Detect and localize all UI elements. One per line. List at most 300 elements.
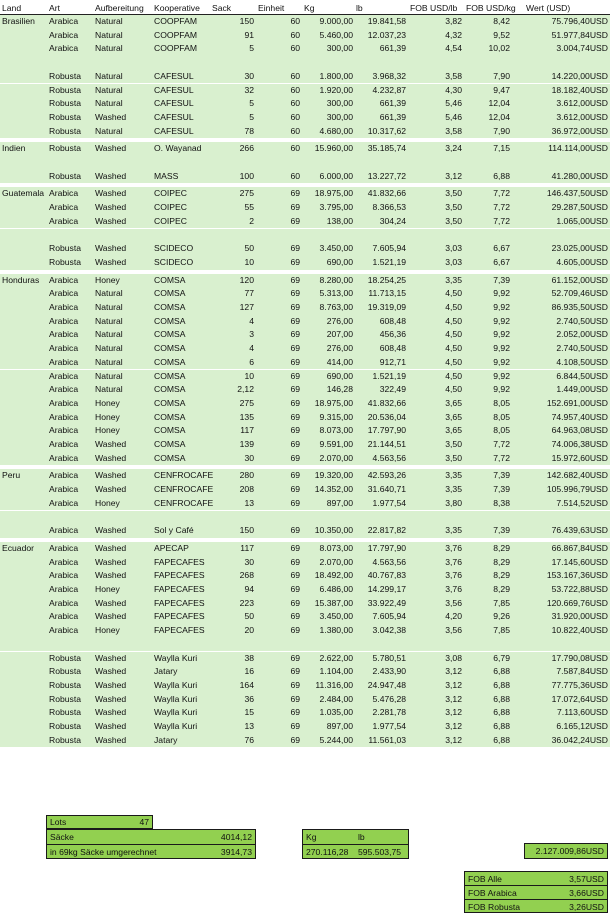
- cell-lb: 11.713,15: [368, 288, 406, 299]
- cell-land: [2, 229, 46, 243]
- cell-wert-usd: 142.682,40USD: [546, 470, 608, 481]
- cell-land: [2, 569, 46, 583]
- header-fob-usd-kg: FOB USD/kg: [466, 3, 516, 13]
- cell-kg: 300,00: [326, 43, 353, 54]
- cell-lb: 2.433,90: [372, 666, 406, 677]
- cell-land: [2, 497, 46, 511]
- cell-einheit: 69: [290, 584, 300, 594]
- cell-land: [2, 397, 46, 411]
- cell-lb: 14.299,17: [367, 584, 406, 594]
- cell-kooperative: Jatary: [154, 734, 178, 745]
- cell-kooperative: COIPEC: [154, 202, 187, 213]
- table-row: [0, 542, 610, 556]
- cell-einheit: 69: [290, 556, 300, 567]
- cell-sack: 100: [239, 170, 254, 181]
- cell-wert-usd: 52.709,46USD: [551, 288, 608, 299]
- cell-kooperative: COOPFAM: [154, 16, 197, 26]
- cell-fob-usd-lb: 3,12: [445, 693, 462, 704]
- cell-aufbereitung: Washed: [95, 707, 127, 718]
- cell-fob-usd-lb: 3,50: [445, 215, 462, 226]
- cell-einheit: 60: [290, 111, 300, 122]
- cell-kg: 10.350,00: [314, 525, 353, 536]
- cell-sack: 117: [240, 542, 254, 553]
- cell-aufbereitung: Washed: [95, 143, 127, 154]
- cell-fob-usd-lb: 3,35: [445, 470, 462, 481]
- cell-fob-usd-lb: [410, 229, 462, 243]
- cell-sack: 30: [244, 556, 254, 567]
- lb-total: 595.503,75: [358, 847, 402, 857]
- cell-art: Arabica: [49, 370, 79, 381]
- cell-kooperative: CENFROCAFE: [154, 470, 214, 481]
- cell-aufbereitung: Washed: [95, 439, 127, 449]
- cell-lb: 35.185,74: [367, 143, 406, 154]
- cell-kooperative: [154, 511, 210, 525]
- cell-kg: 1.800,00: [319, 70, 353, 81]
- cell-fob-usd-kg: 9,92: [493, 384, 510, 395]
- cell-fob-usd-kg: 6,88: [493, 666, 510, 677]
- cell-land: Peru: [2, 470, 21, 481]
- cell-wert-usd: 120.669,76USD: [546, 597, 608, 608]
- cell-kooperative: CAFESUL: [154, 125, 194, 136]
- cell-kooperative: Waylla Kuri: [154, 721, 198, 731]
- cell-fob-usd-kg: 8,05: [493, 425, 510, 436]
- cell-lb: 22.817,82: [367, 525, 406, 536]
- cell-kg: 3.450,00: [319, 243, 353, 254]
- cell-fob-usd-kg: 7,90: [493, 70, 510, 81]
- cell-einheit: 69: [290, 370, 300, 381]
- cell-land: [2, 411, 46, 425]
- cell-wert-usd: [526, 511, 608, 525]
- cell-lb: 4.563,56: [372, 556, 406, 567]
- cell-lb: 42.593,26: [367, 470, 406, 481]
- cell-lb: 661,39: [379, 43, 406, 54]
- cell-kooperative: CAFESUL: [154, 98, 194, 109]
- cell-sack: 13: [244, 721, 254, 731]
- cell-art: [49, 156, 93, 170]
- cell-wert-usd: 86.935,50USD: [551, 302, 608, 312]
- cell-lb: 912,71: [379, 356, 406, 367]
- cell-fob-usd-kg: 7,39: [493, 525, 510, 536]
- cell-einheit: 69: [290, 597, 300, 608]
- cell-kg: 690,00: [326, 256, 353, 267]
- cell-kg: 15.960,00: [314, 143, 353, 154]
- cell-kooperative: Waylla Kuri: [154, 693, 198, 704]
- cell-lb: 1.521,19: [372, 370, 406, 381]
- cell-aufbereitung: Natural: [95, 356, 123, 367]
- fob-box: [464, 871, 608, 913]
- table-row: [0, 652, 610, 666]
- cell-kooperative: COIPEC: [154, 215, 187, 226]
- cell-land: [2, 610, 46, 624]
- cell-kg: 5.313,00: [319, 288, 353, 299]
- cell-aufbereitung: Honey: [95, 584, 120, 594]
- cell-fob-usd-kg: 8,29: [493, 542, 510, 553]
- cell-kooperative: COMSA: [154, 274, 186, 285]
- cell-kg: 6.000,00: [319, 170, 353, 181]
- cell-lb: 13.227,72: [367, 170, 406, 181]
- table-row: [0, 142, 610, 156]
- cell-land: [2, 356, 46, 370]
- cell-fob-usd-kg: [466, 511, 510, 525]
- cell-fob-usd-kg: 7,39: [493, 274, 510, 285]
- cell-fob-usd-lb: 3,56: [445, 625, 462, 636]
- cell-einheit: 69: [290, 256, 300, 267]
- cell-lb: 7.605,94: [372, 243, 406, 254]
- header-sack: Sack: [212, 3, 232, 13]
- cell-land: Guatemala: [2, 188, 45, 199]
- cell-sack: 78: [244, 125, 254, 136]
- cell-fob-usd-lb: [410, 56, 462, 70]
- cell-lb: 40.767,83: [367, 570, 406, 581]
- cell-fob-usd-lb: 4,50: [445, 302, 462, 312]
- cell-einheit: 69: [290, 384, 300, 395]
- cell-art: Robusta: [49, 243, 82, 254]
- cell-einheit: 69: [290, 570, 300, 581]
- cell-kg: 18.492,00: [314, 570, 353, 581]
- cell-sack: 117: [240, 425, 254, 436]
- fob-arabica-label: FOB Arabica: [468, 888, 517, 898]
- cell-land: [2, 383, 46, 397]
- cell-einheit: 60: [290, 16, 300, 26]
- lots-label: Lots: [50, 817, 67, 827]
- cell-land: [2, 706, 46, 720]
- cell-wert-usd: 64.963,08USD: [551, 425, 608, 436]
- cell-land: [2, 170, 46, 184]
- cell-kg: 1.920,00: [319, 84, 353, 95]
- cell-lb: 1.977,54: [372, 721, 406, 731]
- cell-sack: 20: [244, 625, 254, 636]
- cell-kooperative: COMSA: [154, 411, 186, 422]
- cell-aufbereitung: Natural: [95, 288, 123, 299]
- cell-aufbereitung: Natural: [95, 315, 123, 326]
- cell-einheit: 69: [290, 288, 300, 299]
- cell-sack: 3: [249, 329, 254, 340]
- cell-lb: 12.037,23: [367, 29, 406, 40]
- cell-kooperative: [154, 156, 210, 170]
- cell-sack: 120: [239, 274, 254, 285]
- table-row: [0, 483, 610, 497]
- cell-wert-usd: 2.740,50USD: [556, 343, 608, 354]
- cell-lb: [356, 638, 406, 652]
- cell-fob-usd-kg: 9,52: [493, 29, 510, 40]
- cell-lb: 11.561,03: [368, 734, 406, 745]
- cell-art: Robusta: [49, 693, 82, 704]
- cell-land: [2, 679, 46, 693]
- cell-fob-usd-lb: 3,80: [445, 497, 462, 508]
- cell-kooperative: CAFESUL: [154, 84, 194, 95]
- cell-einheit: 69: [290, 625, 300, 636]
- cell-wert-usd: 1.449,00USD: [556, 384, 608, 395]
- cell-fob-usd-kg: 9,26: [493, 611, 510, 622]
- cell-art: Arabica: [49, 452, 79, 463]
- cell-einheit: 69: [290, 188, 300, 199]
- cell-einheit: 69: [290, 452, 300, 463]
- cell-kooperative: CAFESUL: [154, 70, 194, 81]
- cell-wert-usd: 15.972,60USD: [551, 452, 608, 463]
- cell-land: [2, 452, 46, 466]
- cell-kooperative: COOPFAM: [154, 29, 197, 40]
- cell-kooperative: FAPECAFES: [154, 597, 205, 608]
- cell-lb: 19.319,09: [367, 302, 406, 312]
- table-row: [0, 301, 610, 315]
- cell-lb: 10.317,62: [367, 125, 406, 136]
- cell-art: Arabica: [49, 43, 79, 54]
- cell-art: [49, 511, 93, 525]
- cell-einheit: 69: [290, 721, 300, 731]
- cell-land: [2, 524, 46, 538]
- fob-robusta-value: 3,26USD: [569, 902, 604, 912]
- cell-aufbereitung: Washed: [95, 202, 127, 213]
- table-row: [0, 111, 610, 125]
- lots-value: 47: [139, 817, 149, 827]
- cell-wert-usd: 146.437,50USD: [546, 188, 608, 199]
- cell-art: Arabica: [49, 29, 79, 40]
- cell-kg: 1.380,00: [319, 625, 353, 636]
- fob-alle-label: FOB Alle: [468, 874, 502, 884]
- cell-sack: 16: [244, 666, 254, 677]
- cell-art: Arabica: [49, 315, 79, 326]
- cell-art: Arabica: [49, 525, 79, 536]
- cell-lb: 304,24: [379, 215, 406, 226]
- cell-wert-usd: 6.844,50USD: [556, 370, 608, 381]
- cell-land: [2, 287, 46, 301]
- cell-fob-usd-lb: 4,50: [445, 343, 462, 354]
- cell-aufbereitung: Natural: [95, 370, 123, 381]
- cell-fob-usd-kg: 9,92: [493, 343, 510, 354]
- cell-kg: 8.073,00: [319, 542, 353, 553]
- cell-einheit: 69: [290, 611, 300, 622]
- cell-land: [2, 42, 46, 56]
- cell-art: Arabica: [49, 274, 79, 285]
- cell-fob-usd-lb: 3,08: [445, 652, 462, 663]
- cell-kooperative: FAPECAFES: [154, 584, 205, 594]
- cell-art: Robusta: [49, 111, 82, 122]
- cell-land: Honduras: [2, 274, 40, 285]
- cell-sack: 266: [239, 143, 254, 154]
- header-fob-usd-lb: FOB USD/lb: [410, 3, 458, 13]
- table-row: [0, 452, 610, 466]
- cell-land: [2, 693, 46, 707]
- cell-land: [2, 734, 46, 748]
- cell-sack: 275: [239, 397, 254, 408]
- table-row: [0, 70, 610, 84]
- cell-fob-usd-lb: 4,50: [445, 370, 462, 381]
- cell-kg: [304, 156, 353, 170]
- cell-einheit: 69: [290, 525, 300, 536]
- cell-art: Arabica: [49, 570, 79, 581]
- cell-aufbereitung: Honey: [95, 625, 120, 636]
- table-row: [0, 624, 610, 638]
- cell-lb: 7.605,94: [372, 611, 406, 622]
- cell-art: Arabica: [49, 302, 79, 312]
- cell-fob-usd-lb: 4,50: [445, 384, 462, 395]
- table-row: [0, 56, 610, 70]
- fob-robusta-label: FOB Robusta: [468, 902, 521, 912]
- cell-aufbereitung: Washed: [95, 525, 127, 536]
- table-row: [0, 706, 610, 720]
- table-row: [0, 569, 610, 583]
- cell-art: Robusta: [49, 721, 82, 731]
- cell-fob-usd-kg: 6,88: [493, 170, 510, 181]
- cell-sack: [212, 511, 254, 525]
- cell-fob-usd-kg: 8,29: [493, 556, 510, 567]
- cell-sack: 13: [244, 497, 254, 508]
- cell-land: [2, 70, 46, 84]
- cell-fob-usd-kg: 7,72: [493, 202, 510, 213]
- cell-fob-usd-lb: [410, 638, 462, 652]
- cell-lb: 17.797,90: [367, 425, 406, 436]
- table-row: [0, 720, 610, 734]
- table-header: [0, 2, 610, 15]
- cell-fob-usd-kg: 6,79: [493, 652, 510, 663]
- cell-wert-usd: 4.108,50USD: [556, 356, 608, 367]
- cell-wert-usd: [526, 229, 608, 243]
- cell-kooperative: COMSA: [154, 315, 186, 326]
- table-row: [0, 242, 610, 256]
- cell-einheit: 60: [290, 43, 300, 54]
- cell-fob-usd-kg: 7,72: [493, 215, 510, 226]
- cell-art: Arabica: [49, 411, 79, 422]
- saecke-label: Säcke: [50, 832, 74, 842]
- cell-einheit: 69: [290, 439, 300, 449]
- table-row: [0, 597, 610, 611]
- cell-lb: 1.521,19: [372, 256, 406, 267]
- cell-art: Robusta: [49, 98, 82, 109]
- cell-land: [2, 242, 46, 256]
- cell-einheit: 60: [290, 125, 300, 136]
- cell-lb: 2.281,78: [372, 707, 406, 718]
- cell-sack: 50: [244, 611, 254, 622]
- cell-fob-usd-kg: 8,42: [493, 16, 510, 26]
- header-wert-usd: Wert (USD): [526, 3, 571, 13]
- table-row: [0, 397, 610, 411]
- cell-art: Arabica: [49, 343, 79, 354]
- cell-kooperative: COMSA: [154, 397, 186, 408]
- cell-art: [49, 638, 93, 652]
- cell-kg: 146,28: [326, 384, 353, 395]
- cell-fob-usd-kg: 9,47: [493, 84, 510, 95]
- cell-wert-usd: 7.587,84USD: [556, 666, 608, 677]
- cell-fob-usd-kg: 9,92: [493, 302, 510, 312]
- cell-sack: 77: [244, 288, 254, 299]
- cell-einheit: 69: [290, 315, 300, 326]
- cell-aufbereitung: Washed: [95, 452, 127, 463]
- kg-total: 270.116,28: [306, 847, 349, 857]
- cell-lb: 1.977,54: [372, 497, 406, 508]
- cell-kg: 897,00: [326, 497, 353, 508]
- table-row: [0, 170, 610, 184]
- cell-einheit: 60: [290, 170, 300, 181]
- cell-lb: 19.841,58: [367, 16, 406, 26]
- cell-einheit: 69: [290, 707, 300, 718]
- cell-sack: 91: [244, 29, 254, 40]
- cell-kooperative: Jatary: [154, 666, 178, 677]
- cell-einheit: [258, 229, 300, 243]
- cell-aufbereitung: Washed: [95, 721, 127, 731]
- kg-lb-box: [302, 829, 409, 859]
- cell-lb: 608,48: [379, 343, 406, 354]
- cell-wert-usd: 76.439,63USD: [551, 525, 608, 536]
- cell-kooperative: FAPECAFES: [154, 570, 205, 581]
- cell-kg: 138,00: [326, 215, 353, 226]
- cell-sack: 6: [249, 356, 254, 367]
- cell-fob-usd-lb: 3,76: [445, 556, 462, 567]
- table-row: [0, 125, 610, 139]
- cell-land: [2, 256, 46, 270]
- cell-aufbereitung: Washed: [95, 484, 127, 495]
- cell-art: Robusta: [49, 70, 82, 81]
- header-aufbereitung: Aufbereitung: [95, 3, 144, 13]
- cell-wert-usd: 2.740,50USD: [556, 315, 608, 326]
- cell-art: Arabica: [49, 384, 79, 395]
- cell-fob-usd-kg: 6,88: [493, 707, 510, 718]
- cell-wert-usd: 105.996,79USD: [546, 484, 608, 495]
- cell-kg: 276,00: [326, 315, 353, 326]
- cell-sack: 36: [244, 693, 254, 704]
- cell-art: Arabica: [49, 188, 79, 199]
- cell-sack: 2,12: [237, 384, 254, 395]
- cell-kooperative: Waylla Kuri: [154, 652, 198, 663]
- cell-fob-usd-lb: 3,50: [445, 188, 462, 199]
- cell-einheit: 60: [290, 143, 300, 154]
- cell-sack: 135: [239, 411, 254, 422]
- cell-fob-usd-lb: 3,12: [445, 721, 462, 731]
- cell-fob-usd-kg: 6,88: [493, 734, 510, 745]
- cell-land: Indien: [2, 143, 26, 154]
- cell-fob-usd-lb: 4,50: [445, 356, 462, 367]
- cell-kooperative: FAPECAFES: [154, 625, 205, 636]
- cell-art: Arabica: [49, 497, 79, 508]
- cell-wert-usd: 114.114,00USD: [548, 143, 608, 154]
- cell-sack: 50: [244, 243, 254, 254]
- cell-fob-usd-lb: 3,50: [445, 439, 462, 449]
- cell-wert-usd: 17.072,64USD: [551, 693, 608, 704]
- cell-land: [2, 97, 46, 111]
- cell-sack: 139: [239, 439, 254, 449]
- cell-kooperative: [154, 638, 210, 652]
- cell-fob-usd-kg: 7,85: [493, 625, 510, 636]
- cell-fob-usd-lb: [410, 511, 462, 525]
- cell-einheit: [258, 638, 300, 652]
- cell-land: [2, 201, 46, 215]
- table-row: [0, 411, 610, 425]
- cell-kg: [304, 638, 353, 652]
- cell-fob-usd-lb: 3,12: [445, 170, 462, 181]
- cell-wert-usd: 53.722,88USD: [551, 584, 608, 594]
- cell-fob-usd-kg: 9,92: [493, 370, 510, 381]
- cell-wert-usd: 36.042,24USD: [551, 734, 608, 745]
- cell-kooperative: SCIDECO: [154, 243, 194, 254]
- cell-wert-usd: 10.822,40USD: [551, 625, 608, 636]
- cell-einheit: 69: [290, 302, 300, 312]
- cell-sack: 30: [244, 70, 254, 81]
- cell-art: Arabica: [49, 16, 79, 26]
- cell-kg: 14.352,00: [314, 484, 353, 495]
- cell-art: Arabica: [49, 611, 79, 622]
- cell-lb: 41.832,66: [367, 397, 406, 408]
- cell-einheit: 60: [290, 29, 300, 40]
- cell-kooperative: COMSA: [154, 329, 186, 340]
- cell-fob-usd-kg: 6,67: [493, 243, 510, 254]
- cell-einheit: 69: [290, 652, 300, 663]
- table-row: [0, 215, 610, 229]
- cell-kooperative: Waylla Kuri: [154, 679, 198, 690]
- cell-aufbereitung: Natural: [95, 343, 123, 354]
- cell-kg: [304, 511, 353, 525]
- cell-lb: 41.832,66: [367, 188, 406, 199]
- header-art: Art: [49, 3, 60, 13]
- table-row: [0, 256, 610, 270]
